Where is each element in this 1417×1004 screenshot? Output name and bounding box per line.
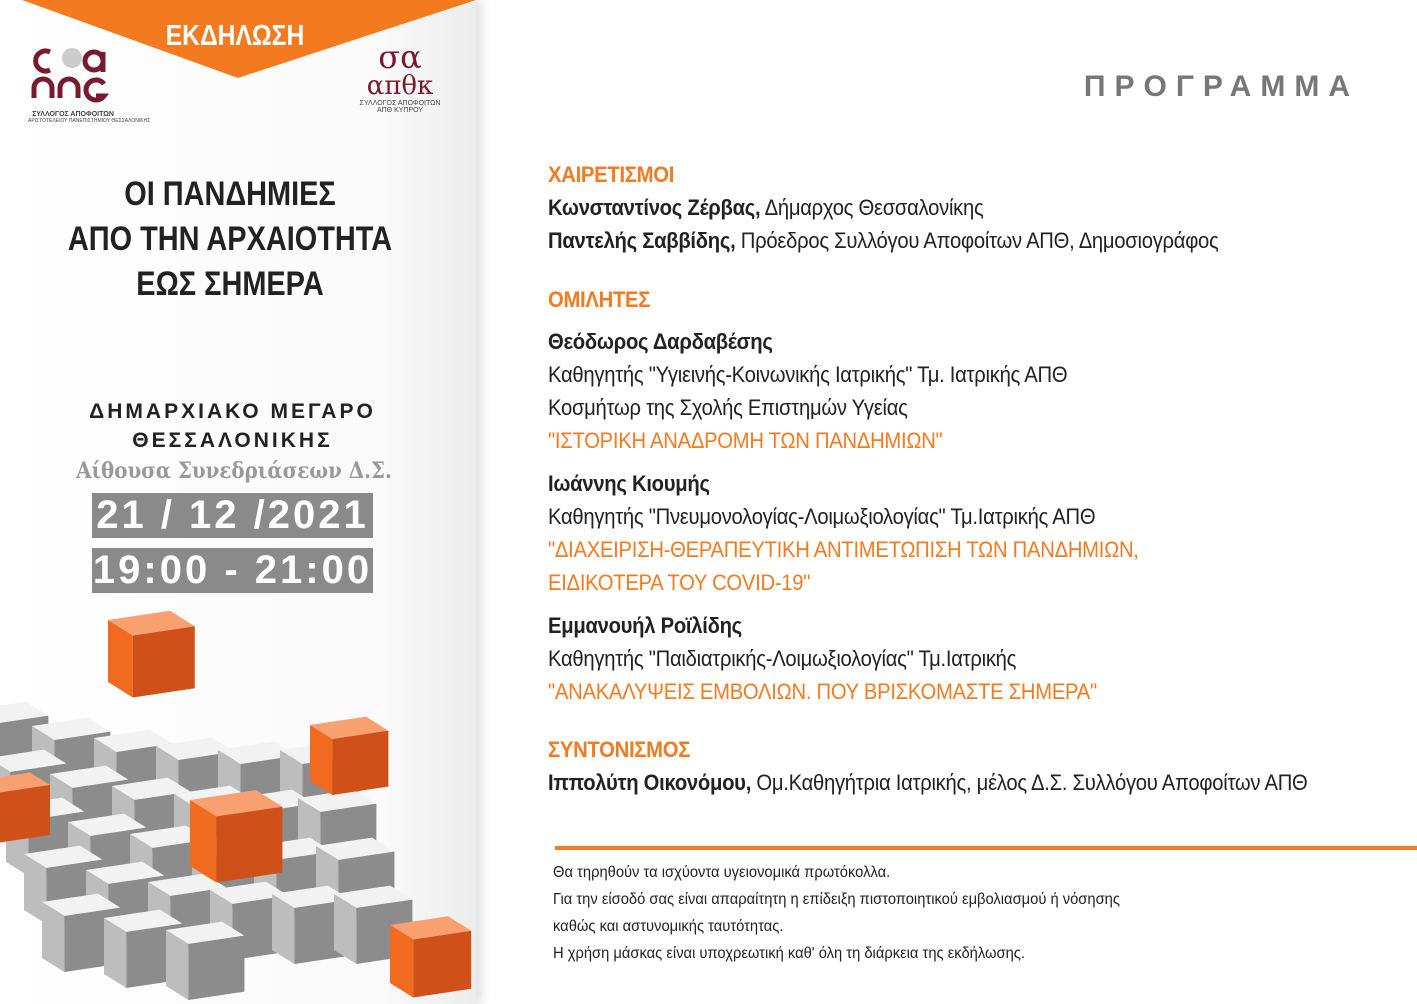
logo-left: ΣΥΛΛΟΓΟΣ ΑΠΟΦΟΙΤΩΝ ΑΡΙΣΤΟΤΕΛΕΙΟΥ ΠΑΝΕΠΙΣΤΗΜΙΟΥ ΘΕΣΣΑΛΟΝΙΚΗΣ xyxy=(28,44,118,124)
orange-cube xyxy=(108,611,195,698)
greeting-2: Παντελής Σαββίδης, Πρόεδρος Συλλόγου Αποφοίτων ΑΠΘ, Δημοσιογράφος xyxy=(548,228,1219,253)
speaker-2-talk: ΕΙΔΙΚΟΤΕΡΑ ΤΟΥ COVID-19" xyxy=(548,570,811,595)
logo-right-mark2: απθκ xyxy=(366,71,434,101)
speaker-1-talk: "ΙΣΤΟΡΙΚΗ ΑΝΑΔΡΟΜΗ ΤΩΝ ΠΑΝΔΗΜΙΩΝ" xyxy=(548,428,943,453)
venue: ΔΗΜΑΡΧΙΑΚΟ ΜΕΓΑΡΟ ΘΕΣΣΑΛΟΝΙΚΗΣ xyxy=(89,400,376,452)
orange-cube xyxy=(310,717,388,795)
gray-cube xyxy=(166,922,244,1000)
hall: Αίθουσα Συνεδριάσεων Δ.Σ. xyxy=(76,458,392,484)
note: Για την είσοδό σας είναι απαραίτητη η επίδειξη πιστοποιητικού εμβολιασμού ή νόσησης xyxy=(553,891,1120,908)
speaker-3-talk: "ΑΝΑΚΑΛΥΨΕΙΣ ΕΜΒΟΛΙΩΝ. ΠΟΥ ΒΡΙΣΚΟΜΑΣΤΕ ΣΗΜΕΡΑ" xyxy=(548,679,1097,704)
moderation-heading: ΣΥΝΤΟΝΙΣΜΟΣ xyxy=(548,737,691,762)
event-time: 19:00 - 21:00 xyxy=(92,548,373,592)
speaker-2-name: Ιωάννης Κιουμής xyxy=(548,471,710,496)
logo-right-mark1: σα xyxy=(378,38,422,76)
note: Η χρήση μάσκας είναι υποχρεωτική καθ' όλη τη διάρκεια της εκδήλωσης. xyxy=(553,945,1025,962)
speaker-3-name: Εμμανουήλ Ροϊλίδης xyxy=(548,613,742,638)
event-title: ΟΙ ΠΑΝΔΗΜΙΕΣ ΑΠΟ ΤΗΝ ΑΡΧΑΙΟΤΗΤΑ ΕΩΣ ΣΗΜΕΡΑ xyxy=(67,175,393,303)
speaker-3-role: Καθηγητής "Παιδιατρικής-Λοιμωξιολογίας" Τμ.Ιατρικής xyxy=(548,646,1017,671)
speaker-1-name: Θεόδωρος Δαρδαβέσης xyxy=(548,329,773,354)
event-label: ΕΚΔΗΛΩΣΗ xyxy=(165,20,305,52)
logo-right: σα απθκ ΣΥΛΛΟΓΟΣ ΑΠΟΦΟΙΤΩΝ ΑΠΘ ΚΥΠΡΟΥ xyxy=(350,42,450,114)
speaker-1-role: Κοσμήτωρ της Σχολής Επιστημών Υγείας xyxy=(548,395,908,420)
logo-left-mark xyxy=(28,44,112,106)
note: καθώς και αστυνομικής ταυτότητας. xyxy=(553,918,784,935)
divider xyxy=(555,846,1417,850)
orange-cube xyxy=(390,916,471,997)
speakers-heading: ΟΜΙΛΗΤΕΣ xyxy=(548,287,651,312)
orange-cube xyxy=(190,790,282,882)
event-date: 21 / 12 /2021 xyxy=(92,493,373,538)
left-panel xyxy=(0,0,476,1004)
speaker-1-role: Καθηγητής "Υγιεινής-Κοινωνικής Ιατρικής" Τμ. Ιατρικής ΑΠΘ xyxy=(548,362,1068,387)
cubes-illustration xyxy=(0,600,476,1004)
moderator: Ιππολύτη Οικονόμου, Ομ.Καθηγήτρια Ιατρικής, μέλος Δ.Σ. Συλλόγου Αποφοίτων ΑΠΘ xyxy=(548,770,1308,795)
speaker-2-role: Καθηγητής "Πνευμονολογίας-Λοιμωξιολογίας" Τμ.Ιατρικής ΑΠΘ xyxy=(548,504,1096,529)
greetings-heading: ΧΑΙΡΕΤΙΣΜΟΙ xyxy=(548,162,675,187)
orange-cube xyxy=(0,773,50,843)
speaker-2-talk: "ΔΙΑΧΕΙΡΙΣΗ-ΘΕΡΑΠΕΥΤΙΚΗ ΑΝΤΙΜΕΤΩΠΙΣΗ ΤΩΝ ΠΑΝΔΗΜΙΩΝ, xyxy=(548,537,1139,562)
program-title: ΠΡΟΓΡΑΜΜΑ xyxy=(1083,70,1359,103)
greeting-1: Κωνσταντίνος Ζέρβας, Δήμαρχος Θεσσαλονίκης xyxy=(548,195,984,220)
note: Θα τηρηθούν τα ισχύοντα υγειονομικά πρωτόκολλα. xyxy=(553,864,891,881)
